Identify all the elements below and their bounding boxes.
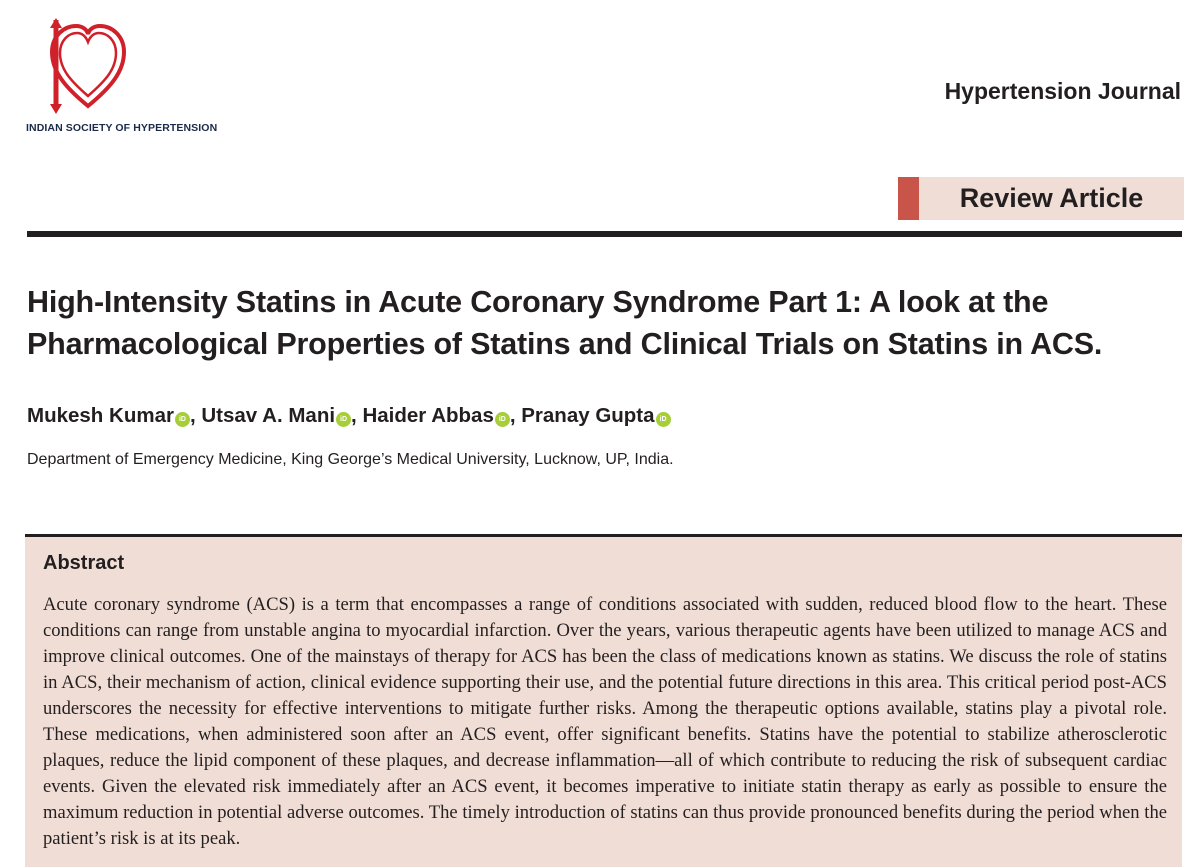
header-divider [27, 231, 1182, 237]
journal-name: Hypertension Journal [944, 78, 1181, 104]
author-name-3[interactable]: Haider Abbas iD , [362, 404, 522, 427]
abstract-text: Acute coronary syndrome (ACS) is a term that encompasses a range of conditions associated with sudden, reduced blood flow to the heart. These conditions can range from unstable angina to myocardial infarction. Over the years, various therapeutic agents have been utilized to manage ACS and improve clinical outcomes. One of the mainstays of therapy for ACS has been the class of medications known as statins. We discuss the role of statins in ACS, their mechanism of action, clinical evidence supporting their use, and the potential future directions in this area. This critical period post-ACS underscores the necessity for effective interventions to mitigate further risks. Among the therapeutic options available, statins play a pivotal role. These medications, when administered soon after an ACS event, offer significant benefits. Statins have the potential to stabilize atherosclerotic plaques, reduce the lipid component of these plaques, and decrease inflammation—all of which contribute to reducing the risk of subsequent cardiac events. Given the elevated risk immediately after an ACS event, it becomes imperative to initiate statin therapy as early as possible to ensure the maximum reduction in potential adverse outcomes. The timely introduction of statins can thus provide pronounced benefits during the period when the patient’s risk is at its peak. [43, 594, 1167, 849]
society-name: INDIAN SOCIETY OF HYPERTENSION [26, 122, 218, 134]
heart-logo-icon [46, 18, 130, 114]
society-logo [26, 18, 226, 136]
author-name-2[interactable]: Utsav A. Mani iD , [201, 404, 363, 427]
article-title: High-Intensity Statins in Acute Coronary Syndrome Part 1: A look at the Pharmacological Properties of Statins and Clinical Trials on Statins in ACS. [27, 285, 1103, 361]
article-type-banner [898, 177, 1184, 220]
orcid-icon[interactable]: iD [495, 412, 510, 427]
article-type-accent [898, 177, 919, 220]
article-type-label: Review Article [959, 183, 1144, 213]
abstract-heading: Abstract [43, 552, 125, 574]
author-name-1[interactable]: Mukesh Kumar iD , [27, 404, 202, 427]
abstract-section [25, 534, 1182, 867]
orcid-icon[interactable]: iD [656, 412, 671, 427]
author-name-4[interactable]: Pranay Gupta iD [521, 404, 670, 427]
orcid-icon[interactable]: iD [336, 412, 351, 427]
author-list [27, 404, 671, 428]
author-affiliation: Department of Emergency Medicine, King George’s Medical University, Lucknow, UP, India. [27, 451, 674, 468]
orcid-icon[interactable]: iD [175, 412, 190, 427]
